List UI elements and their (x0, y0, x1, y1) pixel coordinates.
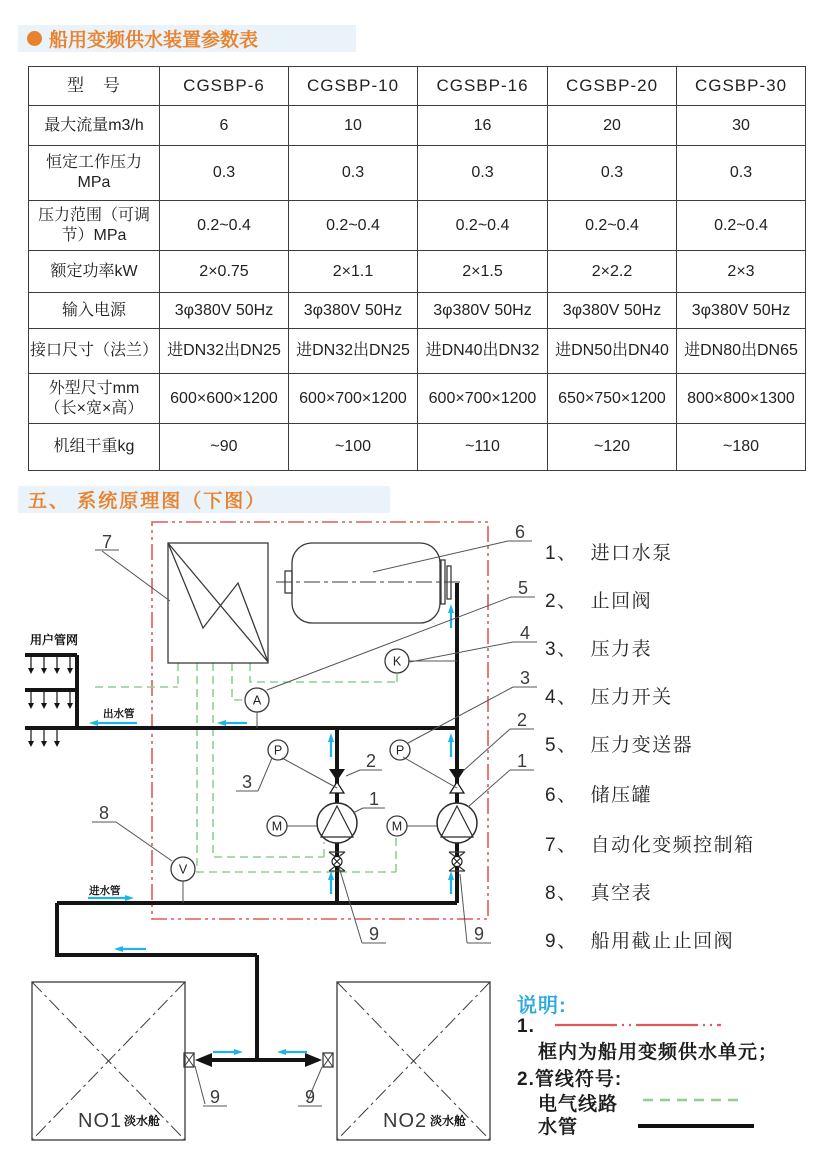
row-label-line1: 恒定工作压力 (45, 154, 142, 171)
table-cell: 3φ380V 50Hz (289, 293, 418, 329)
table-cell: 3φ380V 50Hz (548, 293, 677, 329)
callout-3: 3 (241, 772, 253, 792)
callout-2-right: 2 (516, 710, 528, 730)
legend-item (545, 926, 734, 953)
red-dashdot-line-sample (553, 1021, 723, 1029)
table-row-label (29, 293, 160, 329)
outlet-arrow-icon (28, 703, 34, 709)
pressure-switch (385, 649, 457, 673)
tank-no2 (337, 982, 490, 1140)
table-cell: 进DN32出DN25 (289, 329, 418, 374)
motor-letter: M (391, 819, 403, 834)
callout-1-right: 1 (516, 751, 528, 771)
table-row (29, 106, 806, 146)
outlet-arrow-icon (41, 703, 47, 709)
table-row (29, 201, 806, 251)
green-dashed-line-sample (643, 1096, 743, 1104)
tank2-number: NO2 (383, 1110, 428, 1132)
check-valve-right-icon (449, 769, 465, 793)
row-label-line1: 输入电源 (61, 301, 126, 319)
user-network-outlets (28, 657, 73, 747)
legend-item-number: 6、 (545, 785, 578, 806)
table-cell: ~110 (418, 424, 548, 471)
table-row (29, 293, 806, 329)
callout-9-right: 9 (473, 924, 485, 944)
callout-4-right: 4 (519, 623, 531, 643)
table-cell: 10 (289, 106, 418, 146)
section2-title: 五、 系统原理图（下图） (28, 491, 267, 512)
tank2-name: 淡水舱 (430, 1114, 467, 1128)
callout-5-right: 5 (517, 578, 529, 598)
parameter-table (28, 66, 806, 471)
note-2-text: 2.管线符号: (517, 1069, 623, 1090)
table-header-cell: CGSBP-10 (289, 67, 418, 106)
table-cell: 0.3 (289, 146, 418, 201)
table-cell: 进DN32出DN25 (160, 329, 289, 374)
row-label-line2: 节）MPa (61, 226, 127, 244)
callout-9-left: 9 (368, 924, 380, 944)
row-label-line1: 外型尺寸mm (48, 379, 140, 397)
table-row (29, 251, 806, 293)
callout-9-tank-left: 9 (209, 1087, 221, 1107)
section1-title-bar (18, 25, 356, 52)
table-cell: 6 (160, 106, 289, 146)
table-row-label (29, 329, 160, 374)
callout-3-right: 3 (519, 668, 531, 688)
legend-item-number: 7、 (545, 835, 578, 856)
table-cell: 600×600×1200 (160, 374, 289, 424)
table-row-label (29, 424, 160, 471)
legend-item-number: 4、 (545, 687, 578, 708)
outlet-arrow-icon (54, 741, 60, 747)
table-cell: 0.3 (677, 146, 806, 201)
outlet-arrow-icon (54, 703, 60, 709)
outlet-arrow-icon (67, 668, 73, 674)
motor-right (387, 816, 437, 836)
callout-8: 8 (98, 803, 110, 823)
table-cell: 20 (548, 106, 677, 146)
table-row-label (29, 374, 160, 424)
tank-valve-left-icon (184, 1053, 212, 1067)
legend-item-label: 船用截止止回阀 (590, 931, 735, 952)
outlet-arrow-icons (28, 657, 73, 747)
table-cell: 0.2~0.4 (677, 201, 806, 251)
section2-title-bar (18, 486, 390, 513)
table-row-label (29, 251, 160, 293)
table-cell: 0.2~0.4 (160, 201, 289, 251)
pressure-switch-letter: K (392, 654, 402, 669)
legend-item-label: 压力表 (590, 639, 653, 660)
legend-item-label: 自动化变频控制箱 (590, 835, 755, 856)
table-header-cell: CGSBP-6 (160, 67, 289, 106)
tank-valve-right-icon (305, 1053, 333, 1067)
pressure-gauge-letter: P (395, 743, 405, 758)
table-cell: 600×700×1200 (289, 374, 418, 424)
legend-item-number: 2、 (545, 591, 578, 612)
pressure-transmitter (245, 688, 269, 728)
row-label-line1: 压力范围（可调 (37, 206, 150, 224)
legend-item-label: 止回阀 (590, 591, 653, 612)
legend-item-label: 压力开关 (590, 687, 673, 708)
solid-water-line-sample (638, 1124, 754, 1128)
outlet-arrow-icon (54, 668, 60, 674)
bullet-icon (27, 31, 42, 46)
legend-item-label: 压力变送器 (590, 735, 694, 756)
tank1-number: NO1 (78, 1110, 123, 1132)
table-header-cell: CGSBP-20 (548, 67, 677, 106)
row-label-line1: 接口尺寸（法兰） (29, 342, 158, 359)
pressure-transmitter-letter: A (252, 693, 262, 708)
vacuum-gauge-letter: V (178, 862, 188, 877)
user-network-label: 用户管网 (30, 633, 79, 647)
pump-right-icon (437, 803, 477, 843)
table-cell: 0.2~0.4 (418, 201, 548, 251)
section1-title: 船用变频供水装置参数表 (49, 30, 259, 51)
pressure-gauge-letter: P (273, 743, 283, 758)
note-1-number: 1. (517, 1016, 535, 1037)
table-cell: 进DN50出DN40 (548, 329, 677, 374)
water-pipe-label: 水管 (538, 1117, 579, 1138)
table-cell: 600×700×1200 (418, 374, 548, 424)
table-cell: 30 (677, 106, 806, 146)
tank-no1 (32, 982, 185, 1140)
table-row (29, 424, 806, 471)
legend-item (545, 830, 755, 857)
table-header-cell: CGSBP-30 (677, 67, 806, 106)
table-cell: 0.3 (418, 146, 548, 201)
legend-item (545, 780, 652, 807)
legend-item-number: 8、 (545, 883, 578, 904)
table-cell: 3φ380V 50Hz (160, 293, 289, 329)
table-cell: 800×800×1300 (677, 374, 806, 424)
table-cell: 进DN80出DN65 (677, 329, 806, 374)
legend-item (545, 730, 693, 757)
table-row-label (29, 106, 160, 146)
check-valve-left-icon (329, 769, 345, 793)
outlet-arrow-icon (28, 668, 34, 674)
table-cell: ~90 (160, 424, 289, 471)
table-row (29, 329, 806, 374)
vacuum-gauge (171, 857, 195, 903)
callout-9-tank-right: 9 (304, 1087, 316, 1107)
tank1-name: 淡水舱 (124, 1114, 161, 1128)
table-cell: 3φ380V 50Hz (418, 293, 548, 329)
notes-title: 说明: (517, 995, 567, 1017)
table-cell: ~100 (289, 424, 418, 471)
pressure-tank (276, 543, 462, 623)
table-cell: 2×3 (677, 251, 806, 293)
legend-item-number: 3、 (545, 639, 578, 660)
callout-6-right: 6 (514, 522, 526, 542)
table-cell: ~120 (548, 424, 677, 471)
row-label-line1: 机组干重kg (53, 438, 135, 455)
row-label-line1: 最大流量m3/h (44, 116, 144, 134)
row-label-line2: （长×宽×高） (44, 399, 144, 417)
note-1-text: 框内为船用变频供水单元； (538, 1042, 779, 1063)
legend-item-label: 真空表 (590, 883, 653, 904)
legend-item (545, 682, 673, 709)
table-cell: 进DN40出DN32 (418, 329, 548, 374)
outlet-arrow-icon (41, 741, 47, 747)
table-cell: 650×750×1200 (548, 374, 677, 424)
legend-item-number: 1、 (545, 543, 578, 564)
inlet-pipe-label: 进水管 (89, 885, 121, 897)
table-cell: 2×0.75 (160, 251, 289, 293)
table-row (29, 146, 806, 201)
outlet-arrow-icon (41, 668, 47, 674)
table-header-cell: CGSBP-16 (418, 67, 548, 106)
legend-item (545, 538, 673, 565)
legend-item (545, 586, 652, 613)
table-cell: 0.3 (548, 146, 677, 201)
control-box (168, 543, 268, 663)
pressure-gauge-right (390, 740, 457, 788)
legend-item-label: 进口水泵 (590, 543, 673, 564)
table-row-label (29, 201, 160, 251)
table-cell: 2×1.5 (418, 251, 548, 293)
table-cell: 2×2.2 (548, 251, 677, 293)
table-row (29, 374, 806, 424)
table-cell: ~180 (677, 424, 806, 471)
legend-item-number: 5、 (545, 735, 578, 756)
pump-left-icon (317, 803, 357, 843)
pressure-gauge-left (268, 740, 337, 788)
outlet-pipe-label: 出水管 (103, 708, 135, 720)
legend-item (545, 634, 652, 661)
callout-1: 1 (368, 789, 380, 809)
motor-letter: M (271, 819, 283, 834)
table-cell: 16 (418, 106, 548, 146)
motor-left (267, 816, 317, 836)
legend-item-number: 9、 (545, 931, 578, 952)
table-cell: 0.3 (160, 146, 289, 201)
electric-line-label: 电气线路 (538, 1094, 619, 1115)
row-label-line1: 额定功率kW (50, 262, 138, 280)
legend-item (545, 878, 652, 905)
table-row-label (29, 146, 160, 201)
table-cell: 3φ380V 50Hz (677, 293, 806, 329)
table-cell: 0.2~0.4 (289, 201, 418, 251)
table-cell: 0.2~0.4 (548, 201, 677, 251)
callout-2: 2 (365, 751, 377, 771)
legend-item-label: 储压罐 (590, 785, 653, 806)
table-header-cell: 型 号 (29, 67, 160, 106)
table-cell: 2×1.1 (289, 251, 418, 293)
callout-7: 7 (101, 532, 113, 552)
outlet-arrow-icon (67, 703, 73, 709)
row-label-line2: MPa (77, 174, 111, 191)
outlet-arrow-icon (28, 741, 34, 747)
